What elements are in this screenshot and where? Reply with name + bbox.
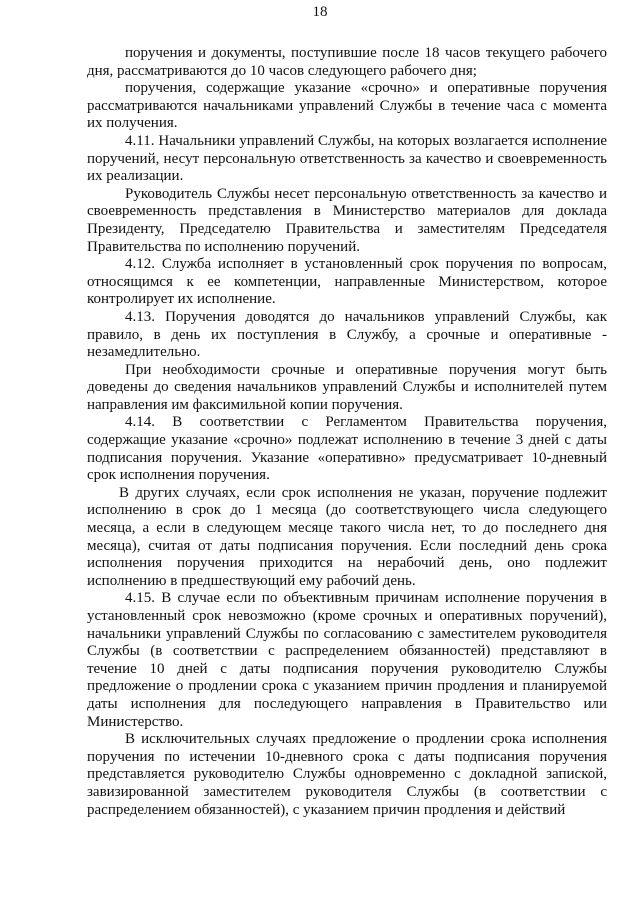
- paragraph-exceptional-cases: В исключительных случаях предложение о продлении срока исполнения поручения по истечении 10-дневного срока с даты подписания поручения представляется руководителю Службы одновременно с докладной запиской, завизированной заместителем руководителя Службы (в соответствии с распределением обязанностей), с указанием причин продления и действий: [87, 731, 607, 818]
- paragraph-head-responsibility: Руководитель Службы несет персональную ответственность за качество и своевременность представления в Министерство материалов для доклада Президенту, Председателю Правительства и заместителям Председателя Правительства по исполнению поручений.: [87, 185, 607, 255]
- page-number: 18: [312, 4, 328, 20]
- paragraph-1: поручения и документы, поступившие после 18 часов текущего рабочего дня, рассматриваются до 10 часов следующего рабочего дня;: [87, 45, 607, 79]
- paragraph-2: поручения, содержащие указание «срочно» и оперативные поручения рассматриваются начальниками управлений Службы в течение часа с момента их получения.: [87, 80, 607, 132]
- paragraph-other-cases: В других случаях, если срок исполнения не указан, поручение подлежит исполнению в срок до 1 месяца (до соответствующего числа следующего месяца, а если в следующем месяце такого числа нет, то до последнего дня месяца), считая от даты подписания поручения. Если последний день срока исполнения поручения приходится на нерабочий день, оно подлежит исполнению в предшествующий ему рабочий день.: [87, 484, 607, 589]
- paragraph-4-11: 4.11. Начальники управлений Службы, на которых возлагается исполнение поручений, несут персональную ответственность за качество и своевременность их реализации.: [87, 132, 607, 185]
- document-body: [87, 45, 607, 819]
- paragraph-4-14: 4.14. В соответствии с Регламентом Правительства поручения, содержащие указание «срочно» подлежат исполнению в течение 3 дней с даты подписания поручения. Указание «оперативно» предусматривает 10-дневный срок исполнения поручения.: [87, 414, 607, 484]
- paragraph-fax-copy: При необходимости срочные и оперативные поручения могут быть доведены до сведения начальников управлений Службы и исполнителей путем направления им факсимильной копии поручения.: [87, 361, 607, 413]
- paragraph-4-12: 4.12. Служба исполняет в установленный срок поручения по вопросам, относящимся к ее компетенции, направленные Министерством, которое контролирует их исполнение.: [87, 256, 607, 308]
- paragraph-4-15: 4.15. В случае если по объективным причинам исполнение поручения в установленный срок невозможно (кроме срочных и оперативных поручений), начальники управлений Службы по согласованию с заместителем руководителя Службы (в соответствии с распределением обязанностей) представляют в течение 10 дней с даты подписания поручения руководителю Службы предложение о продлении срока с указанием причин продления и планируемой даты исполнения для последующего направления в Правительство или Министерство.: [87, 590, 607, 730]
- paragraph-4-13: 4.13. Поручения доводятся до начальников управлений Службы, как правило, в день их поступления в Службу, а срочные и оперативные - незамедлительно.: [87, 308, 607, 361]
